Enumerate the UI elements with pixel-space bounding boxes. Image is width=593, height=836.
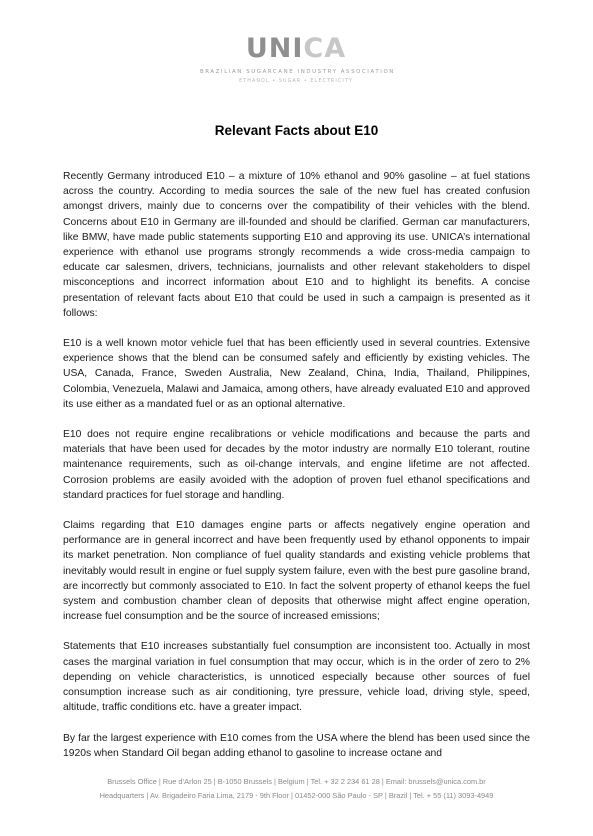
logo-wordmark (200, 34, 392, 64)
paragraph: By far the largest experience with E10 comes from the USA where the blend has been used since the 1920s when Standard Oil began adding ethanol to gasoline to increase octane and (63, 732, 530, 759)
unica-logo (200, 33, 395, 92)
logo-wordmark-part2: CA (303, 33, 347, 64)
logo-association-text: BRAZILIAN SUGARCANE INDUSTRY ASSOCIATION (200, 69, 395, 75)
document-body (63, 169, 530, 776)
paragraph: Statements that E10 increases substantially fuel consumption are inconsistent too. Actually in most cases the marginal variation in fuel consumption that may occur, which is in the order of zero to 2% depending on vehicle characteristics, is unnoticed especially because other sources of fuel consumption increase such as air conditioning, tyre pressure, vehicle load, driving style, speed, altitude, traffic conditions etc. have a greater impact. (63, 641, 530, 714)
logo-tagline: ETHANOL • SUGAR • ELECTRICITY (239, 79, 353, 84)
page-footer (30, 775, 563, 803)
logo-wordmark-part1: UNI (245, 33, 304, 64)
paragraph: Recently Germany introduced E10 – a mixture of 10% ethanol and 90% gasoline – at fuel stations across the country. According to media sources the sale of the new fuel has created confusion amongst drivers, mainly due to concerns over the compatibility of their vehicles with the blend. Concerns about E10 in Germany are ill-founded and should be clarified. German car manufacturers, like BMW, have made public statements supporting E10 and approving its use. UNICA’s international experience with ethanol use programs strongly recommends a wide cross-media campaign to educate car salesmen, drivers, technicians, journalists and other relevant stakeholders to dispel misconceptions and incorrect information about E10 and to highlight its benefits. A concise presentation of relevant facts about E10 that could be used in such a campaign is presented as it follows: (63, 171, 530, 319)
paragraph: E10 does not require engine recalibrations or vehicle modifications and because the parts and materials that have been used for decades by the motor industry are normally E10 tolerant, routine maintenance requirements, such as oil-change intervals, and engine lifetime are not affected. Corrosion problems are easily avoided with the adoption of proven fuel ethanol specifications and standard practices for fuel storage and handling. (63, 429, 530, 501)
footer-headquarters: Headquarters | Av. Brigadeiro Faria Lima, 2179 - 9th Floor | 01452-000 São Paulo - SP | Brazil | Tel. + 55 (11) 3093-4949 (99, 791, 494, 800)
paragraph: Claims regarding that E10 damages engine parts or affects negatively engine operation and performance are in general incorrect and have been frequently used by ethanol opponents to impair its market penetration. Non compliance of fuel quality standards and existing vehicle problems that inevitably would result in engine or fuel supply system failure, even with the best pure gasoline brand, are incorrectly but commonly associated to E10. In fact the solvent property of ethanol keeps the fuel system and combustion chamber clean of deposits that otherwise might affect engine operation, increase fuel consumption and be the source of increased emissions; (63, 520, 530, 623)
paragraph: E10 is a well known motor vehicle fuel that has been efficiently used in several countries. Extensive experience shows that the blend can be consumed safely and efficiently by existing vehicles. The USA, Canada, France, Sweden Australia, New Zealand, China, India, Thailand, Philippines, Colombia, Venezuela, Malawi and Jamaica, among others, have already evaluated E10 and approved its use either as a mandated fuel or as an optional alternative. (63, 338, 530, 410)
page-title: Relevant Facts about E10 (214, 123, 379, 138)
footer-brussels-office: Brussels Office | Rue d’Arlon 25 | B-1050 Brussels | Belgium | Tel. + 32 2 234 61 28 | Email: brussels@unica.com.br (107, 777, 486, 786)
